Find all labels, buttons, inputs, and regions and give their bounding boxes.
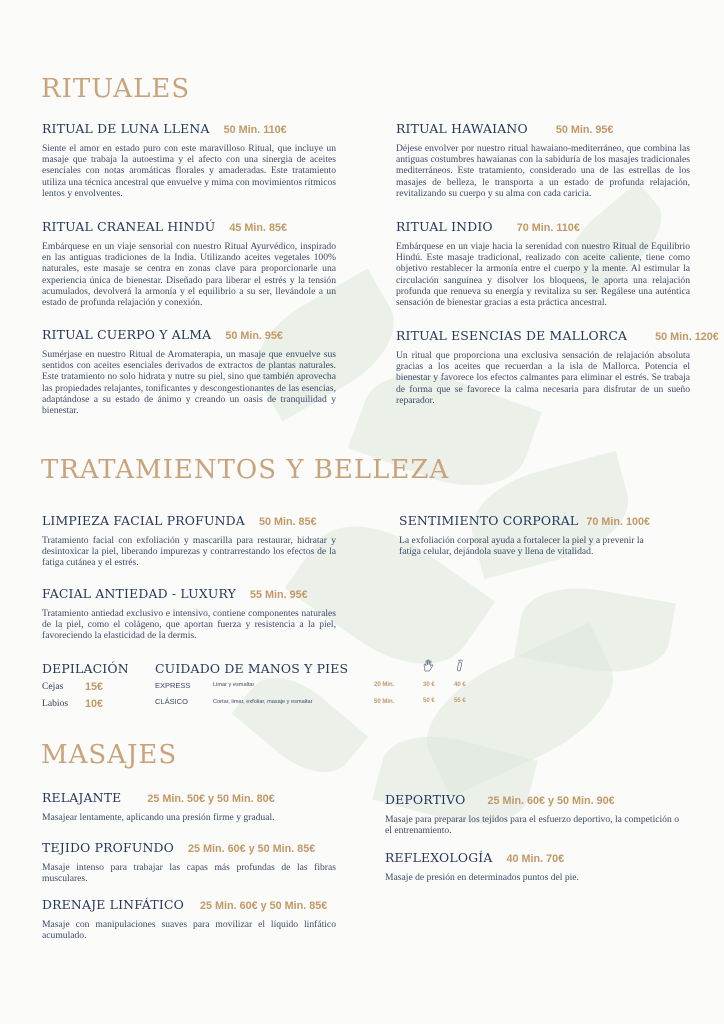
item-name: SENTIMIENTO CORPORAL [399, 513, 579, 528]
depilacion-row [42, 681, 152, 693]
item-description: Un ritual que proporciona una exclusiva sensación de relajación absoluta gracias a los aceites que recuerdan a la isla de Mallorca. Potencia el bienestar y favorece los efectos calmantes para eliminar el estrés. Se trabaja de forma que se favorece la calma necesaria para disfrutar de un sueño reparador. [396, 350, 690, 406]
item-name: RITUAL ESENCIAS DE MALLORCA [396, 328, 628, 343]
item-price: 40 Min. 70€ [506, 853, 565, 865]
ritual-hawaiano [396, 121, 690, 199]
item-name: REFLEXOLOGÍA [385, 850, 493, 865]
depilacion [42, 661, 152, 710]
ritual-cuerpo-y-alma [42, 327, 336, 416]
item-description: Sumérjase en nuestro Ritual de Aromaterapia, un masaje que envuelve sus sentidos con aceites esenciales derivados de extractos de plantas naturales. Este tratamiento no solo hidrata y nutre su piel, sino que también aprovecha las propiedades relajantes, tonificantes y descongestionantes de las esencias, adaptándose a su estado de ánimo y creando un oasis de tranquilidad y bienestar. [42, 349, 336, 417]
depilacion-title: DEPILACIÓN [42, 661, 129, 676]
depilacion-label: Labios [42, 698, 69, 709]
item-name: DRENAJE LINFÁTICO [42, 897, 185, 912]
item-price: 50 Min. 110€ [223, 124, 287, 136]
item-price: 50 Min. 85€ [258, 516, 317, 528]
ritual-indio [396, 219, 690, 308]
item-name: RITUAL HAWAIANO [396, 121, 528, 136]
item-description: Tratamiento antiedad exclusivo e intensivo, contiene componentes naturales de la piel, como el colágeno, que aportan fuerza y resistencia a la piel, favoreciendo la elasticidad de la dermis. [42, 608, 336, 642]
item-price: 70 Min. 110€ [516, 222, 580, 234]
masaje-reflexologia [385, 850, 679, 883]
masaje-deportivo [385, 792, 679, 836]
facial-antiedad-luxury [42, 586, 336, 642]
item-name: RITUAL CRANEAL HINDÚ [42, 219, 216, 234]
manos-row-detail: Limar y esmaltar [213, 682, 255, 688]
item-description: Embárquese en un viaje sensorial con nuestro Ritual Ayurvédico, inspirado en las antiguas tradiciones de la India. Utilizando aceites vegetales 100% naturales, este masaje se centra en zonas clave para proporcionarle una experiencia única de bienestar. Diseñado para liberar el estrés y la tensión acumulados, devolverá la armonía y el equilibrio a su ser, llevándole a un estado de profunda relajación y conexión. [42, 241, 336, 309]
ritual-luna-llena [42, 121, 336, 199]
masaje-relajante [42, 790, 336, 823]
ritual-esencias-mallorca [396, 328, 719, 406]
manos-pies-title: CUIDADO DE MANOS Y PIES [155, 661, 349, 676]
manos-row-hands-price: 30 € [423, 682, 435, 688]
item-price: 50 Min. 120€ [655, 331, 719, 343]
item-price: 25 Min. 50€ y 50 Min. 80€ [147, 793, 275, 805]
manos-row-feet-price: 55 € [454, 698, 466, 704]
manos-row-feet-price: 40 € [454, 682, 466, 688]
depilacion-label: Cejas [42, 681, 64, 692]
sentimiento-corporal [399, 513, 650, 558]
depilacion-price: 15€ [85, 681, 104, 693]
item-name: FACIAL ANTIEDAD - LUXURY [42, 586, 237, 601]
item-name: DEPORTIVO [385, 792, 466, 807]
manos-row-label: CLÁSICO [155, 697, 188, 706]
foot-icon [455, 659, 465, 672]
item-price: 25 Min. 60€ y 50 Min. 90€ [487, 795, 615, 807]
item-name: RITUAL INDIO [396, 219, 493, 234]
item-description: Masaje de presión en determinados puntos del pie. [385, 872, 579, 883]
hand-icon [422, 659, 434, 672]
item-price: 45 Min. 85€ [229, 222, 287, 234]
item-description: Masajear lentamente, aplicando una presión firme y gradual. [42, 812, 275, 823]
item-price: 70 Min. 100€ [586, 516, 650, 528]
item-price: 50 Min. 95€ [555, 124, 614, 136]
item-name: LIMPIEZA FACIAL PROFUNDA [42, 513, 245, 528]
cuidado-manos-pies [155, 661, 485, 711]
section-title-tratamientos: TRATAMIENTOS Y BELLEZA [41, 455, 450, 485]
item-name: TEJIDO PROFUNDO [42, 840, 175, 855]
manos-row-detail: Cortar, limar, exfoliar, masaje y esmaltar [213, 699, 313, 705]
section-title-rituales: RITUALES [41, 74, 191, 104]
item-price: 50 Min. 95€ [225, 330, 283, 342]
item-name: RELAJANTE [42, 790, 122, 805]
item-price: 55 Min. 95€ [250, 589, 308, 601]
ritual-craneal-hindu [42, 219, 336, 308]
manos-row-label: EXPRESS [155, 681, 191, 690]
item-description: Siente el amor en estado puro con este maravilloso Ritual, que incluye un masaje que trabaja la autoestima y el afecto con una sinergia de aceites esenciales con notas aromáticas florales y amaderadas. Este tratamiento utiliza una técnica ancestral que envuelve y mima con movimientos rítmicos lentos y envolventes. [42, 143, 336, 199]
depilacion-row [42, 698, 152, 710]
masaje-drenaje-linfatico [42, 897, 336, 941]
item-description: Masaje intenso para trabajar las capas más profundas de las fibras musculares. [42, 862, 336, 885]
manos-row-hands-price: 50 € [423, 698, 435, 704]
item-price: 25 Min. 60€ y 50 Min. 85€ [188, 843, 316, 855]
manos-row-time: 50 Min. [374, 699, 395, 705]
item-description: Masaje para preparar los tejidos para el esfuerzo deportivo, la competición o el entrenamiento. [385, 814, 679, 837]
item-description: Déjese envolver por nuestro ritual hawaiano-mediterráneo, que combina las antiguas costumbres hawaianas con la sabiduría de los masajes tradicionales mediterráneos. Este tratamiento, considerado una de las estrellas de los masajes de belleza, le transporta a un estado de profunda relajación, revitalizando su cuerpo y su alma con cada caricia. [396, 143, 690, 199]
masaje-tejido-profundo [42, 840, 336, 884]
item-description: Tratamiento facial con exfoliación y mascarilla para restaurar, hidratar y desintoxicar la piel, liberando impurezas y contrarrestando los efectos de la fatiga cutánea y el estrés. [42, 535, 336, 569]
item-description: Masaje con manipulaciones suaves para movilizar el líquido linfático acumulado. [42, 919, 336, 942]
item-name: RITUAL CUERPO Y ALMA [42, 327, 212, 342]
item-description: La exfoliación corporal ayuda a fortalecer la piel y a prevenir la fatiga celular, dejándola suave y llena de vitalidad. [399, 535, 644, 558]
item-name: RITUAL DE LUNA LLENA [42, 121, 210, 136]
limpieza-facial-profunda [42, 513, 336, 569]
section-title-masajes: MASAJES [41, 740, 178, 770]
manos-row-time: 20 Min. [374, 682, 395, 688]
item-price: 25 Min. 60€ y 50 Min. 85€ [200, 900, 328, 912]
depilacion-price: 10€ [85, 698, 104, 710]
item-description: Embárquese en un viaje hacia la serenidad con nuestro Ritual de Equilibrio Hindú. Este masaje tradicional, realizado con aceite caliente, tiene como objetivo restablecer la armonía entre el cuerpo y la mente. Al estimular la circulación sanguínea y disolver los bloqueos, le aporta una relajación profunda que renueva su energía y revitaliza su ser. Regálese una auténtica sensación de bienestar gracias a esta práctica ancestral. [396, 241, 690, 309]
